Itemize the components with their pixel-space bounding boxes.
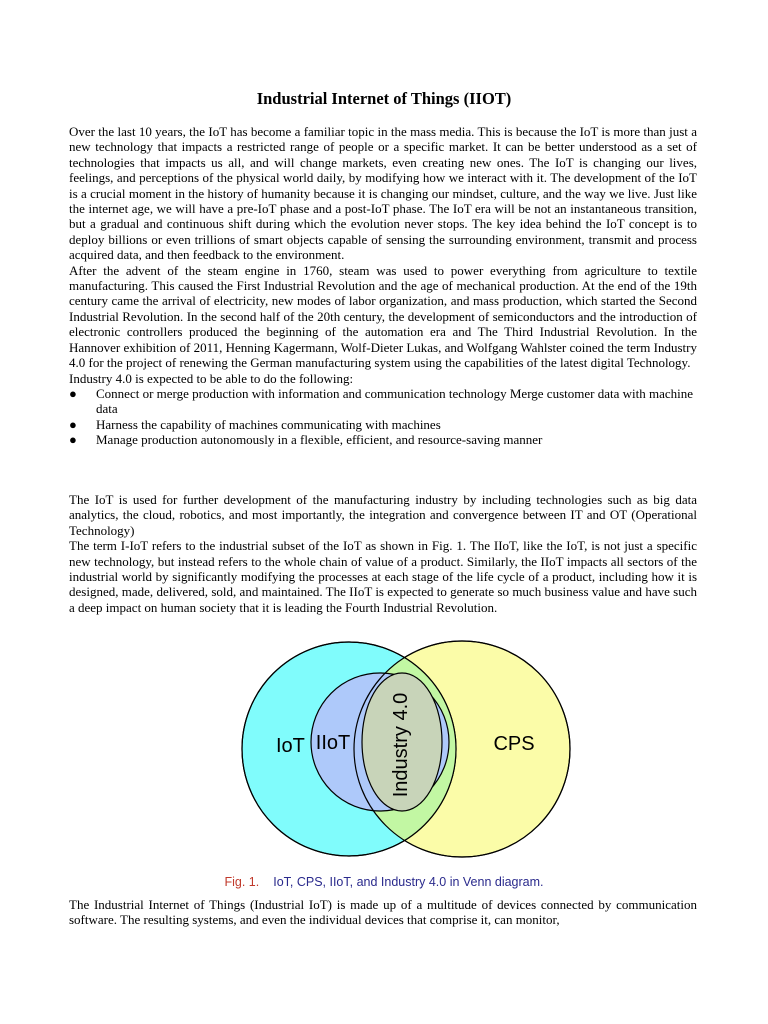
list-item-text: Manage production autonomously in a flexible, efficient, and resource-saving manner: [96, 432, 543, 448]
cps-label: CPS: [493, 733, 535, 755]
text-block-bottom: [69, 897, 697, 928]
figure-caption-text: IoT, CPS, IIoT, and Industry 4.0 in Venn diagram.: [273, 875, 544, 889]
venn-diagram: [236, 636, 576, 862]
iot-label: IoT: [276, 735, 305, 757]
paragraph-industry40-intro: Industry 4.0 is expected to be able to do the following:: [69, 370, 354, 386]
text-block-middle: [69, 492, 697, 615]
paragraph-iiot-definition: The term I-IoT refers to the industrial subset of the IoT as shown in Fig. 1. The IIoT, like the IoT, is not just a specific new technology, but instead refers to the whole chain of value of a product. Similarly, the IIoT impacts all sectors of the industrial world by significantly modifying the processes at each stage of the life cycle of a product, including how it is designed, made, delivered, sold, and maintained. The IIoT is expected to generate so much business value and have such a deep impact on human society that it is leading the Fourth Industrial Revolution.: [69, 538, 697, 615]
list-item-text: Connect or merge production with information and communication technology Merge customer data with machine data: [96, 385, 694, 417]
document-title: Industrial Internet of Things (IIOT): [256, 89, 512, 108]
text-block-top: [69, 124, 697, 448]
list-item: [69, 417, 697, 432]
paragraph-iot-manufacturing: The IoT is used for further development of the manufacturing industry by including technologies such as big data analytics, the cloud, robotics, and most importantly, the integration and convergence between IT and OT (Operational Technology): [69, 492, 697, 538]
paragraph-iot-intro: Over the last 10 years, the IoT has become a familiar topic in the mass media. This is because the IoT is more than just a new technology that impacts a restricted range of people or a specific market. It can be better understood as a set of technologies that impacts us all, and will change markets, even creating new ones. The IoT is changing our lives, feelings, and perceptions of the physical world daily, by modifying how we interact with it. The development of the IoT is a crucial moment in the history of humanity because it is changing our mindset, culture, and the way we live. Just like the internet age, we will have a pre-IoT phase and a post-IoT phase. The IoT era will be not an instantaneous transition, but a gradual and continuous shift during which the evolution never stops. The key idea behind the IoT concept is to deploy billions or even trillions of smart objects capable of sensing the surrounding environment, transmit and process acquired data, and then feedback to the environment.: [69, 124, 697, 263]
list-item: [69, 386, 697, 417]
list-item-text: Harness the capability of machines communicating with machines: [96, 416, 441, 432]
industry40-label: Industry 4.0: [390, 692, 412, 798]
figure-caption: [0, 874, 768, 890]
bullet-icon: ●: [69, 385, 77, 401]
paragraph-industrial-iot: The Industrial Internet of Things (Industrial IoT) is made up of a multitude of devices connected by communication software. The resulting systems, and even the individual devices that comprise it, can monitor,: [69, 897, 697, 928]
figure-number: Fig. 1.: [224, 875, 260, 889]
industry40-bullet-list: [69, 386, 697, 448]
bullet-icon: ●: [69, 416, 77, 432]
iiot-label: IIoT: [315, 732, 351, 754]
list-item: [69, 432, 697, 447]
bullet-icon: ●: [69, 432, 77, 448]
paragraph-industrial-revolutions: After the advent of the steam engine in 1760, steam was used to power everything from agriculture to textile manufacturing. This caused the First Industrial Revolution and the age of mechanical production. At the end of the 19th century came the arrival of electricity, new modes of labor organization, and mass production, which started the Second Industrial Revolution. In the second half of the 20th century, the development of semiconductors and the introduction of electronic controllers produced the beginning of the automation era and The Third Industrial Revolution. In the Hannover exhibition of 2011, Henning Kagermann, Wolf-Dieter Lukas, and Wolfgang Wahlster coined the term Industry 4.0 for the project of renewing the German manufacturing system using the capabilities of the latest digital Technology.: [69, 262, 697, 371]
